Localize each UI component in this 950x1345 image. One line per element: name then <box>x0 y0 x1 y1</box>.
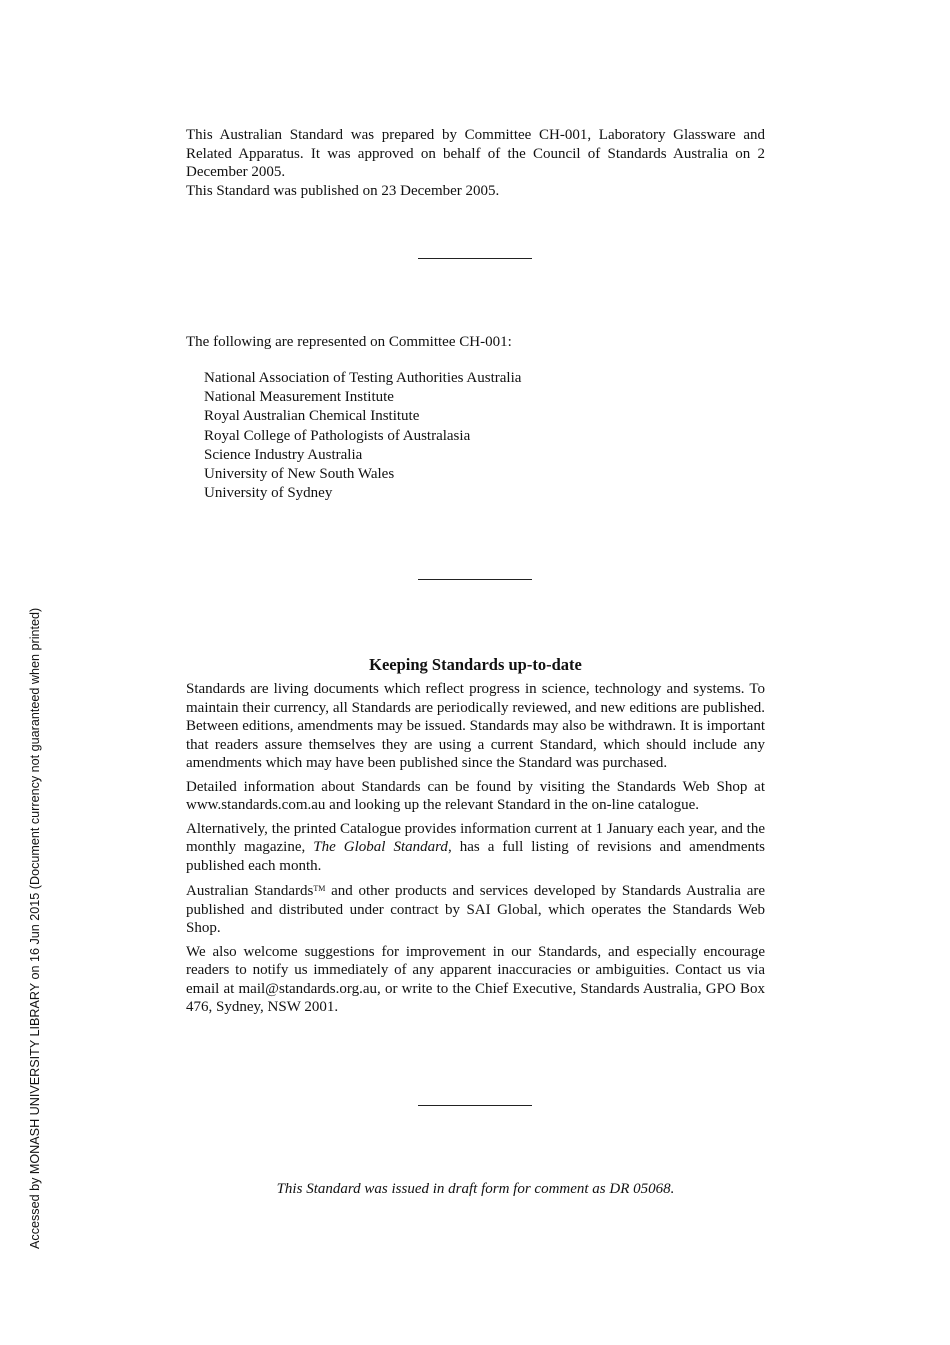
list-item: Royal Australian Chemical Institute <box>204 408 420 425</box>
list-item: Science Industry Australia <box>204 446 363 463</box>
text-run: Australian Standards <box>186 883 314 899</box>
text-run: , has a full listing of revisions and amendments published each month. <box>186 839 765 874</box>
preparation-notice <box>186 126 765 200</box>
committee-members-list <box>204 369 521 503</box>
access-watermark: Accessed by MONASH UNIVERSITY LIBRARY on 16 Jun 2015 (Document currency not guaranteed when printed) <box>28 607 42 1249</box>
publication-date-text: This Standard was published on 23 December 2005. <box>186 182 500 199</box>
text-run: Alternatively, the printed Catalogue provides information current at 1 January each year, and the monthly magazine, <box>186 820 765 855</box>
list-item: University of New South Wales <box>204 466 395 483</box>
list-item: National Association of Testing Authorities Australia <box>204 370 522 386</box>
divider <box>418 258 532 259</box>
paragraph <box>186 880 765 938</box>
list-item: National Measurement Institute <box>204 389 394 406</box>
committee-intro: The following are represented on Committee CH-001: <box>186 334 512 350</box>
trademark-mark: TM <box>313 884 326 893</box>
paragraph <box>186 820 765 876</box>
list-item: University of Sydney <box>204 485 333 502</box>
magazine-title: The Global Standard <box>313 839 448 855</box>
preparation-text: This Australian Standard was prepared by Committee CH-001, Laboratory Glassware and Related Apparatus. It was approved on behalf of the Council of Standards Australia on 2 December 2005. <box>186 127 765 180</box>
paragraph: We also welcome suggestions for improvement in our Standards, and especially encourage readers to notify us immediately of any apparent inaccuracies or ambiguities. Contact us via email at mail@standards.org.au, or write to the Chief Executive, Standards Australia, GPO Box 476, Sydney, NSW 2001. <box>186 943 765 1015</box>
keeping-standards-body <box>186 680 765 1022</box>
divider <box>418 579 532 580</box>
divider <box>418 1105 532 1106</box>
list-item: Royal College of Pathologists of Australasia <box>204 427 471 444</box>
text-run: and other products and services developed by Standards Australia are published and distributed under contract by SAI Global, which operates the Standards Web Shop. <box>186 883 766 936</box>
paragraph: Standards are living documents which reflect progress in science, technology and systems. To maintain their currency, all Standards are periodically reviewed, and new editions are published. Between editions, amendments may be issued. Standards may also be withdrawn. It is important that readers assure themselves they are using a current Standard, which should include any amendments which may have been published since the Standard was purchased. <box>186 681 765 771</box>
paragraph: Detailed information about Standards can be found by visiting the Standards Web Shop at www.standards.com.au and looking up the relevant Standard in the on-line catalogue. <box>186 778 765 813</box>
draft-note: This Standard was issued in draft form for comment as DR 05068. <box>276 1181 675 1197</box>
section-heading: Keeping Standards up-to-date <box>369 655 582 674</box>
